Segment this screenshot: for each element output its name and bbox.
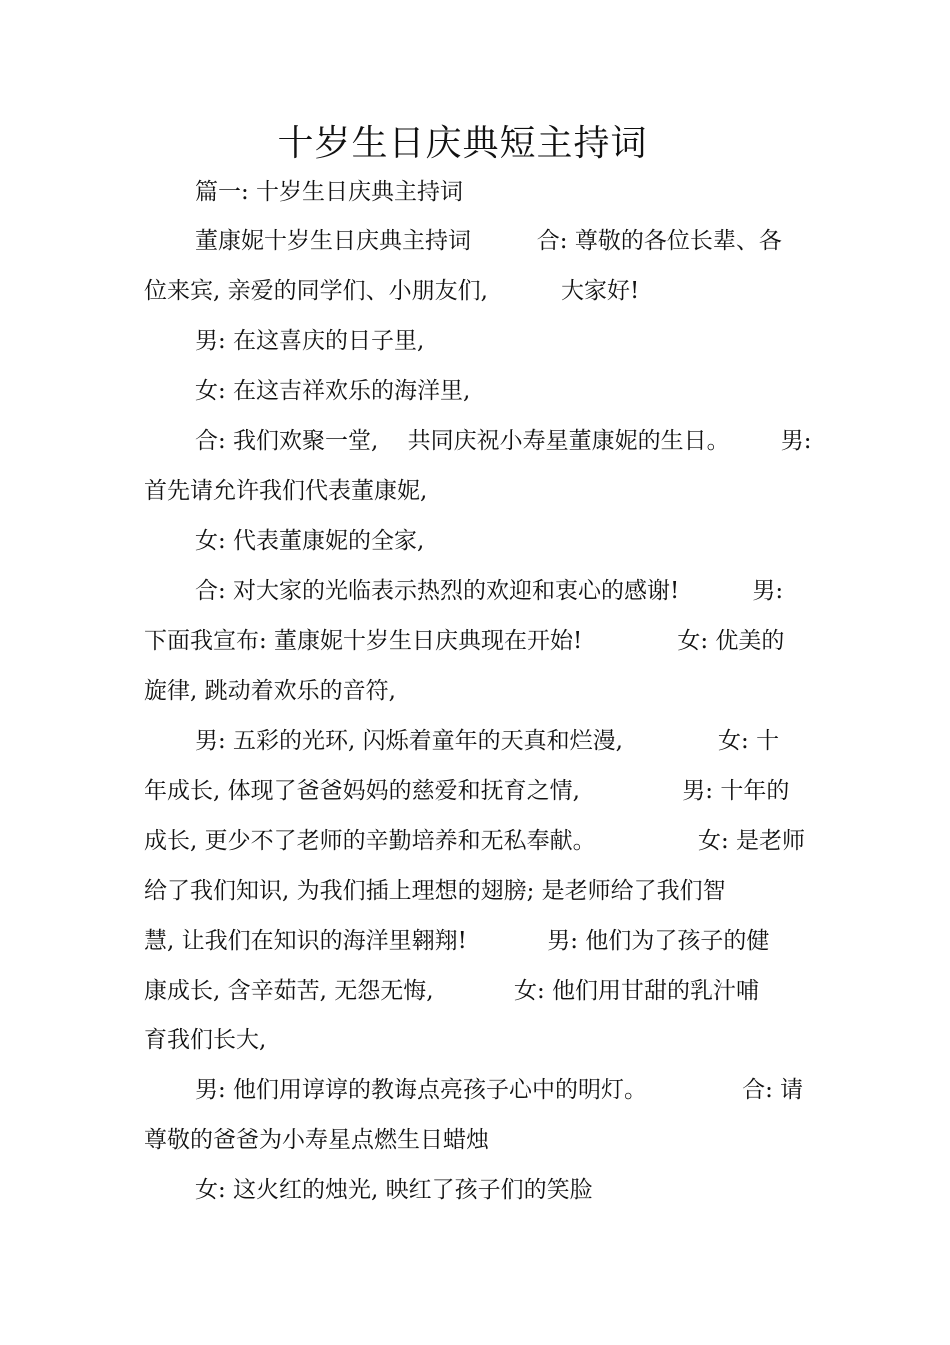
text-line: 慧, 让我们在知识的海洋里翱翔! 男: 他们为了孩子的健 xyxy=(144,928,770,954)
text-line: 男: 他们用谆谆的教诲点亮孩子心中的明灯。 合: 请 xyxy=(195,1077,804,1103)
text-line: 合: 对大家的光临表示热烈的欢迎和衷心的感谢! 男: xyxy=(195,578,784,604)
text-line: 年成长, 体现了爸爸妈妈的慈爱和抚育之情, 男: 十年的 xyxy=(144,778,790,804)
text-line: 男: 在这喜庆的日子里, xyxy=(195,328,425,354)
text-line: 尊敬的爸爸为小寿星点燃生日蜡烛 xyxy=(144,1127,489,1153)
text-line: 康成长, 含辛茹苦, 无怨无悔, 女: 他们用甘甜的乳汁哺 xyxy=(144,978,760,1004)
text-line: 董康妮十岁生日庆典主持词 合: 尊敬的各位长辈、各 xyxy=(195,228,782,254)
text-line: 旋律, 跳动着欢乐的音符, xyxy=(144,678,396,704)
text-line: 女: 在这吉祥欢乐的海洋里, xyxy=(195,378,471,404)
text-line: 给了我们知识, 为我们插上理想的翅膀; 是老师给了我们智 xyxy=(144,878,726,904)
text-line: 女: 代表董康妮的全家, xyxy=(195,528,425,554)
document-title: 十岁生日庆典短主持词 xyxy=(277,123,648,164)
text-line: 女: 这火红的烛光, 映红了孩子们的笑脸 xyxy=(195,1177,593,1203)
text-line: 育我们长大, xyxy=(144,1027,267,1053)
text-line: 位来宾, 亲爱的同学们、小朋友们, 大家好! xyxy=(144,278,640,304)
text-line: 成长, 更少不了老师的辛勤培养和无私奉献。 女: 是老师 xyxy=(144,828,806,854)
text-line: 首先请允许我们代表董康妮, xyxy=(144,478,428,504)
text-line: 篇一: 十岁生日庆典主持词 xyxy=(195,179,464,205)
text-line: 男: 五彩的光环, 闪烁着童年的天真和烂漫, 女: 十 xyxy=(195,728,780,754)
text-line: 下面我宣布: 董康妮十岁生日庆典现在开始! 女: 优美的 xyxy=(144,628,785,654)
text-line: 合: 我们欢聚一堂, 共同庆祝小寿星董康妮的生日。 男: xyxy=(195,428,812,454)
